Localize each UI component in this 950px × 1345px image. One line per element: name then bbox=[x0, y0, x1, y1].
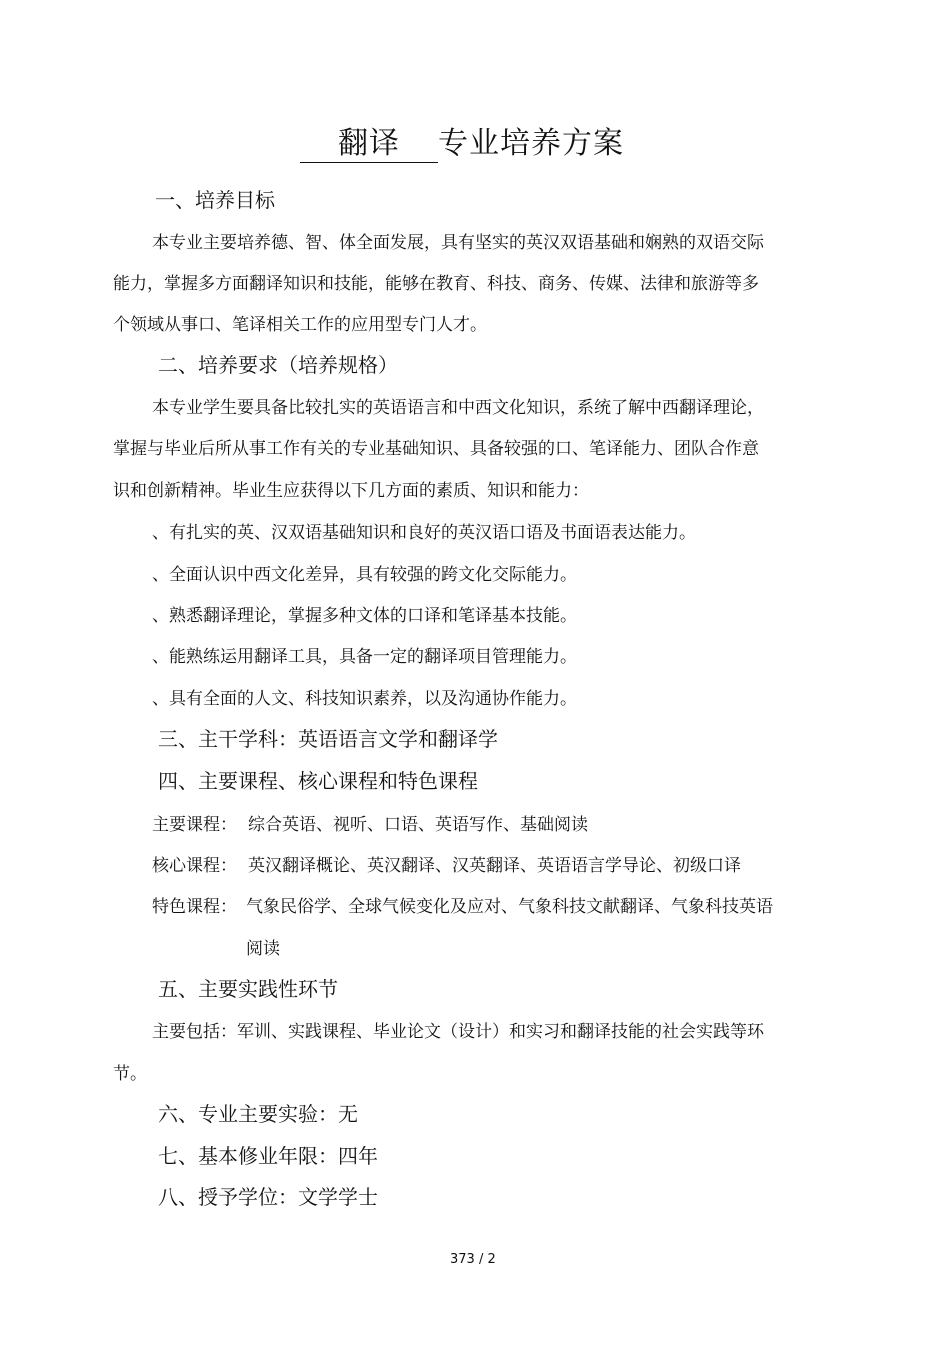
section-2-heading: 二、培养要求（培养规格） bbox=[158, 353, 398, 377]
section-8-heading: 八、授予学位：文学学士 bbox=[158, 1185, 378, 1209]
section-2-line-3: 识和创新精神。毕业生应获得以下几方面的素质、知识和能力： bbox=[113, 481, 589, 501]
core-courses-value: 英汉翻译概论、英汉翻译、汉英翻译、英语语言学导论、初级口译 bbox=[248, 856, 741, 876]
section-5-line-2: 节。 bbox=[113, 1064, 147, 1084]
section-1-line-3: 个领域从事口、笔译相关工作的应用型专门人才。 bbox=[113, 315, 487, 335]
document-title bbox=[300, 118, 624, 163]
feature-courses-value-line-1: 气象民俗学、全球气候变化及应对、气象科技文献翻译、气象科技英语 bbox=[246, 897, 773, 917]
title-major: 翻译 bbox=[300, 118, 438, 163]
section-6-heading: 六、专业主要实验：无 bbox=[158, 1102, 358, 1126]
requirement-item-2: 、全面认识中西文化差异，具有较强的跨文化交际能力。 bbox=[152, 565, 577, 585]
section-2-line-1: 本专业学生要具备比较扎实的英语语言和中西文化知识，系统了解中西翻译理论， bbox=[152, 398, 764, 418]
feature-courses-label: 特色课程： bbox=[152, 897, 237, 917]
section-4-heading: 四、主要课程、核心课程和特色课程 bbox=[158, 769, 478, 793]
requirement-item-1: 、有扎实的英、汉双语基础知识和良好的英汉语口语及书面语表达能力。 bbox=[152, 523, 696, 543]
section-7-heading: 七、基本修业年限：四年 bbox=[158, 1144, 378, 1168]
main-courses-label: 主要课程： bbox=[152, 815, 237, 835]
title-suffix: 专业培养方案 bbox=[438, 126, 624, 161]
section-5-heading: 五、主要实践性环节 bbox=[158, 977, 338, 1001]
section-2-line-2: 掌握与毕业后所从事工作有关的专业基础知识、具备较强的口、笔译能力、团队合作意 bbox=[113, 439, 759, 459]
requirement-item-3: 、熟悉翻译理论，掌握多种文体的口译和笔译基本技能。 bbox=[152, 606, 577, 626]
section-1-line-1: 本专业主要培养德、智、体全面发展，具有坚实的英汉双语基础和娴熟的双语交际 bbox=[152, 233, 764, 253]
section-3-heading: 三、主干学科：英语语言文学和翻译学 bbox=[158, 727, 498, 751]
requirement-item-4: 、能熟练运用翻译工具，具备一定的翻译项目管理能力。 bbox=[152, 647, 577, 667]
section-1-heading: 一、培养目标 bbox=[155, 188, 275, 212]
page-number: 373 / 2 bbox=[450, 1252, 496, 1267]
core-courses-label: 核心课程： bbox=[152, 856, 237, 876]
section-5-line-1: 主要包括：军训、实践课程、毕业论文（设计）和实习和翻译技能的社会实践等环 bbox=[152, 1022, 764, 1042]
feature-courses-value-line-2: 阅读 bbox=[246, 939, 280, 959]
requirement-item-5: 、具有全面的人文、科技知识素养，以及沟通协作能力。 bbox=[152, 689, 577, 709]
main-courses-value: 综合英语、视听、口语、英语写作、基础阅读 bbox=[248, 815, 588, 835]
section-1-line-2: 能力，掌握多方面翻译知识和技能，能够在教育、科技、商务、传媒、法律和旅游等多 bbox=[113, 274, 759, 294]
